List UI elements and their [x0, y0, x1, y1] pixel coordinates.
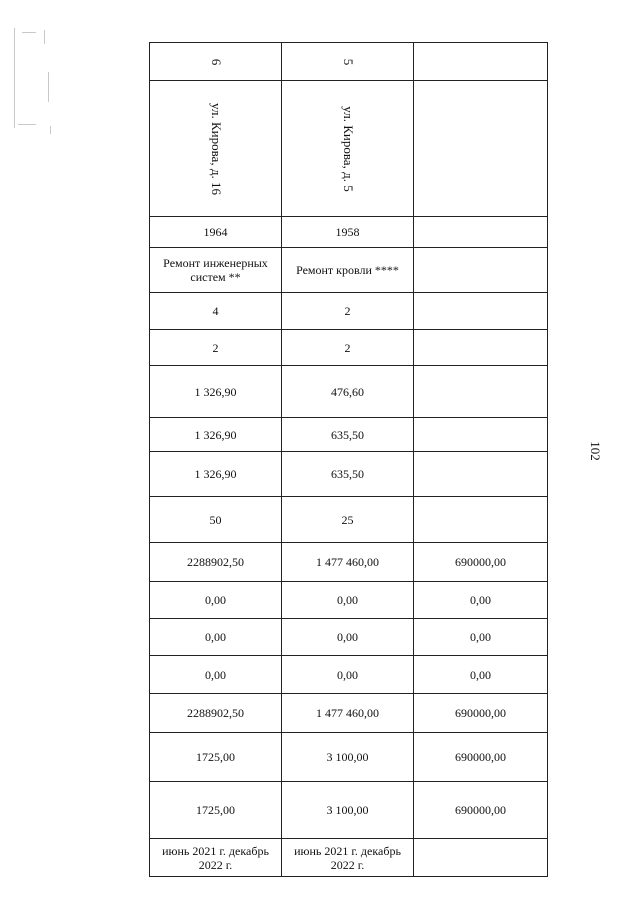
table-row	[150, 582, 548, 619]
table-row	[150, 733, 548, 782]
table-cell: 1 477 460,00	[282, 543, 414, 582]
table-row	[150, 418, 548, 452]
cell-text: ул. Кирова, д. 5	[340, 105, 356, 192]
table-row	[150, 330, 548, 366]
table-cell: 0,00	[150, 619, 282, 656]
table-cell: 1 326,90	[150, 418, 282, 452]
table-cell	[414, 366, 548, 418]
table-cell	[414, 217, 548, 248]
table-cell: 476,60	[282, 366, 414, 418]
table-cell: 1958	[282, 217, 414, 248]
table-row	[150, 217, 548, 248]
table-cell	[414, 81, 548, 217]
table-cell: 0,00	[282, 656, 414, 694]
table-cell: 690000,00	[414, 694, 548, 733]
table-cell: 1 326,90	[150, 452, 282, 497]
table-cell: 25	[282, 497, 414, 543]
table-cell: 2288902,50	[150, 694, 282, 733]
table-row	[150, 366, 548, 418]
table-cell: 3 100,00	[282, 733, 414, 782]
table-row	[150, 43, 548, 81]
data-table	[149, 42, 548, 877]
table-cell	[414, 839, 548, 877]
table-cell: 0,00	[414, 582, 548, 619]
table-cell	[150, 43, 282, 81]
table-cell: 2	[282, 293, 414, 330]
table-cell	[414, 248, 548, 293]
table-row	[150, 293, 548, 330]
table-cell: 2	[150, 330, 282, 366]
table-row	[150, 656, 548, 694]
table-cell: 1725,00	[150, 733, 282, 782]
table-row	[150, 543, 548, 582]
table-row	[150, 497, 548, 543]
table-row	[150, 839, 548, 877]
table-cell: 635,50	[282, 452, 414, 497]
table-cell: июнь 2021 г. декабрь 2022 г.	[282, 839, 414, 877]
table-cell	[414, 330, 548, 366]
table-cell	[414, 43, 548, 81]
table-cell	[414, 497, 548, 543]
table-cell	[414, 418, 548, 452]
table-cell: 0,00	[414, 656, 548, 694]
table-row	[150, 694, 548, 733]
table-cell: 1964	[150, 217, 282, 248]
table-cell	[414, 293, 548, 330]
table-row	[150, 619, 548, 656]
table-cell: 2288902,50	[150, 543, 282, 582]
table-row	[150, 81, 548, 217]
cell-text: 6	[208, 58, 224, 65]
table-cell: Ремонт инженерных систем **	[150, 248, 282, 293]
table-cell: 1725,00	[150, 782, 282, 839]
table-cell: 1 326,90	[150, 366, 282, 418]
cell-text: ул. Кирова, д. 16	[208, 102, 224, 195]
table-cell: Ремонт кровли ****	[282, 248, 414, 293]
table-cell	[150, 81, 282, 217]
table-body	[150, 43, 548, 877]
table-cell	[282, 43, 414, 81]
table-cell: 0,00	[150, 656, 282, 694]
table-row	[150, 452, 548, 497]
table-cell: 0,00	[282, 619, 414, 656]
table-cell: 690000,00	[414, 543, 548, 582]
scan-artifact	[14, 28, 60, 138]
table-cell: 3 100,00	[282, 782, 414, 839]
table-cell	[414, 452, 548, 497]
cell-text: 5	[340, 58, 356, 65]
table-cell: 0,00	[282, 582, 414, 619]
table-cell: июнь 2021 г. декабрь 2022 г.	[150, 839, 282, 877]
table-cell: 50	[150, 497, 282, 543]
table-cell	[282, 81, 414, 217]
table-cell: 2	[282, 330, 414, 366]
table-cell: 690000,00	[414, 782, 548, 839]
table-cell: 635,50	[282, 418, 414, 452]
table-cell: 1 477 460,00	[282, 694, 414, 733]
table-row	[150, 782, 548, 839]
table-cell: 690000,00	[414, 733, 548, 782]
table-cell: 0,00	[414, 619, 548, 656]
page-number: 102	[588, 441, 603, 461]
table-cell: 0,00	[150, 582, 282, 619]
table-row	[150, 248, 548, 293]
table-cell: 4	[150, 293, 282, 330]
